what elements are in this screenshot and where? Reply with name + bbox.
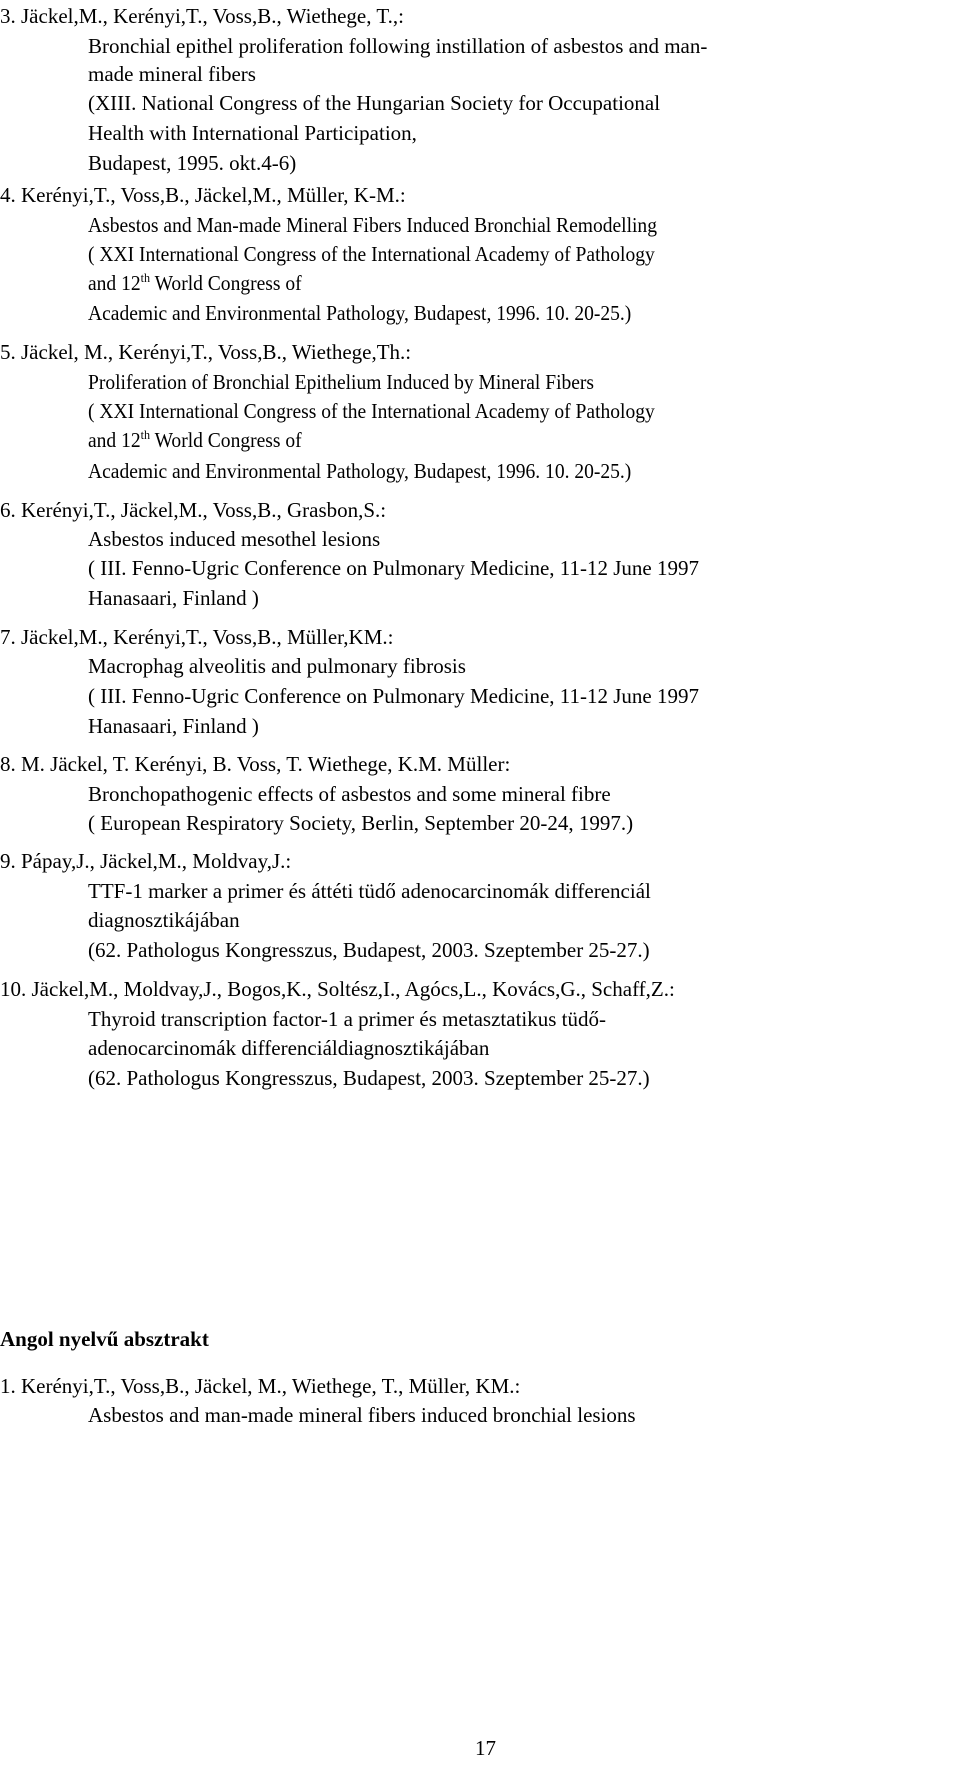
entry-7-line-1: Macrophag alveolitis and pulmonary fibrosis [88,654,466,678]
entry-5-line-3-text: and 12 [88,428,141,452]
entry-10-line-3: (62. Pathologus Kongresszus, Budapest, 2003. Szeptember 25-27.) [88,1066,650,1090]
entry-5-superscript: th [140,427,151,442]
entry-7-line-2: ( III. Fenno-Ugric Conference on Pulmonary Medicine, 11-12 June 1997 [88,684,699,708]
entry-9-line-3: (62. Pathologus Kongresszus, Budapest, 2003. Szeptember 25-27.) [88,938,650,962]
entry-6-line-3: Hanasaari, Finland ) [88,586,259,610]
section-heading: Angol nyelvű absztrakt [0,1327,209,1351]
entry-4-authors: 4. Kerényi,T., Voss,B., Jäckel,M., Müller, K-M.: [0,183,406,207]
entry-4-line-1: Asbestos and Man-made Mineral Fibers Induced Bronchial Remodelling [88,213,657,237]
entry-3-authors: 3. Jäckel,M., Kerényi,T., Voss,B., Wiethege, T.,: [0,4,404,28]
entry-8-line-1: Bronchopathogenic effects of asbestos and some mineral fibre [88,782,611,806]
entry-7-line-3: Hanasaari, Finland ) [88,714,259,738]
entry-4-line-3-rest: World Congress of [150,271,302,295]
entry-8-authors: 8. M. Jäckel, T. Kerényi, B. Voss, T. Wiethege, K.M. Müller: [0,752,511,776]
entry-3-line-1: Bronchial epithel proliferation following instillation of asbestos and man- [88,34,708,58]
entry-5-line-2: ( XXI International Congress of the International Academy of Pathology [88,399,655,423]
abstract-entry-1-title: Asbestos and man-made mineral fibers induced bronchial lesions [88,1403,636,1427]
entry-10-authors: 10. Jäckel,M., Moldvay,J., Bogos,K., Soltész,I., Agócs,L., Kovács,G., Schaff,Z.: [0,977,675,1001]
entry-5-line-4: Academic and Environmental Pathology, Budapest, 1996. 10. 20-25.) [88,459,632,483]
entry-6-authors: 6. Kerényi,T., Jäckel,M., Voss,B., Grasbon,S.: [0,498,387,522]
entry-4-superscript: th [140,270,151,285]
entry-9-line-2: diagnosztikájában [88,908,240,932]
entry-6-line-1: Asbestos induced mesothel lesions [88,527,381,551]
entry-3-line-2: made mineral fibers [88,62,256,86]
entry-8-line-2: ( European Respiratory Society, Berlin, September 20-24, 1997.) [88,811,634,835]
entry-3-line-3: (XIII. National Congress of the Hungarian Society for Occupational [88,91,661,115]
entry-10-line-1: Thyroid transcription factor-1 a primer és metasztatikus tüdő- [88,1007,606,1031]
entry-4-line-4: Academic and Environmental Pathology, Budapest, 1996. 10. 20-25.) [88,301,632,325]
entry-3-line-4: Health with International Participation, [88,121,417,145]
entry-4-line-3 [88,270,302,297]
entry-3-line-5: Budapest, 1995. okt.4-6) [88,151,297,175]
page-number: 17 [475,1736,496,1760]
entry-5-line-3-rest: World Congress of [150,428,302,452]
entry-5-authors: 5. Jäckel, M., Kerényi,T., Voss,B., Wiethege,Th.: [0,340,412,364]
entry-9-authors: 9. Pápay,J., Jäckel,M., Moldvay,J.: [0,849,292,873]
entry-6-line-2: ( III. Fenno-Ugric Conference on Pulmonary Medicine, 11-12 June 1997 [88,556,699,580]
entry-5-line-1: Proliferation of Bronchial Epithelium Induced by Mineral Fibers [88,370,595,394]
entry-9-line-1: TTF-1 marker a primer és áttéti tüdő adenocarcinomák differenciál [88,879,651,903]
abstract-entry-1-authors: 1. Kerényi,T., Voss,B., Jäckel, M., Wiethege, T., Müller, KM.: [0,1374,521,1398]
entry-7-authors: 7. Jäckel,M., Kerényi,T., Voss,B., Müller,KM.: [0,625,394,649]
entry-5-line-3 [88,427,302,454]
entry-4-line-2: ( XXI International Congress of the International Academy of Pathology [88,242,655,266]
entry-10-line-2: adenocarcinomák differenciáldiagnosztikájában [88,1036,490,1060]
entry-4-line-3-text: and 12 [88,271,141,295]
